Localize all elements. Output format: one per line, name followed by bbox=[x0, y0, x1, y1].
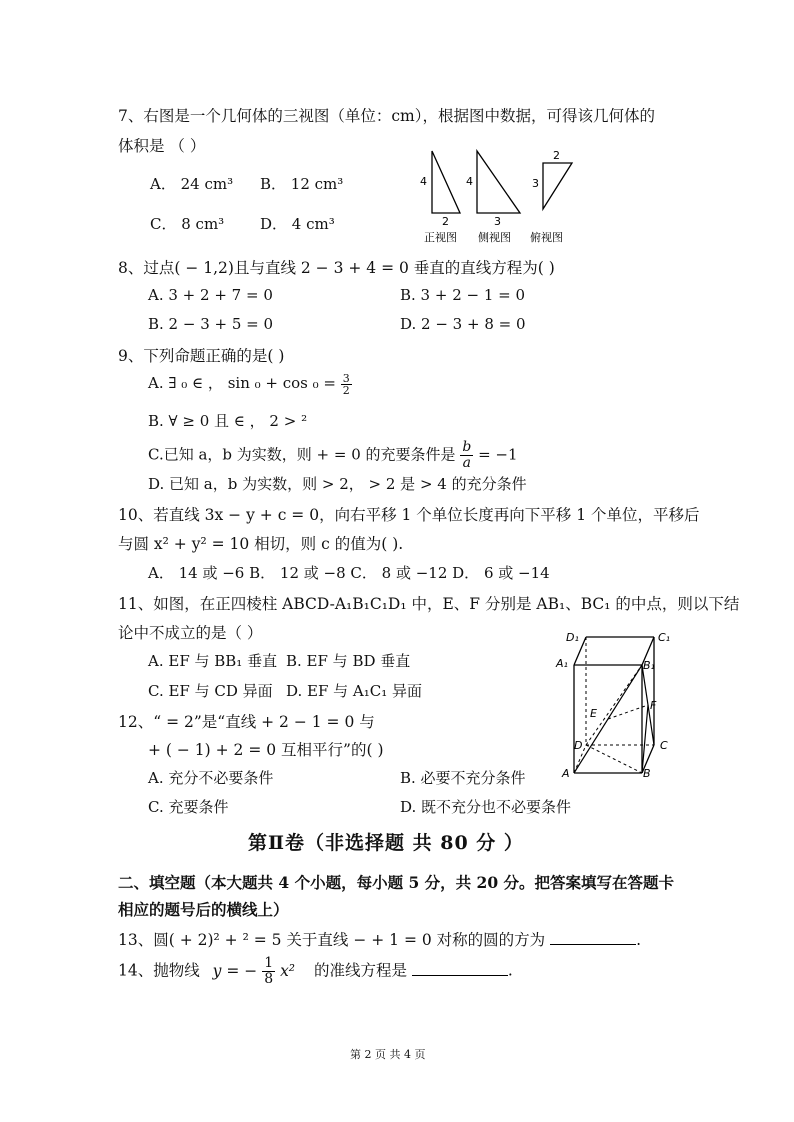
top-view-triangle bbox=[543, 163, 572, 209]
q14-prefix: 14、抛物线 bbox=[118, 961, 200, 980]
label-c1: C₁ bbox=[658, 631, 671, 644]
q12-stem-line1: 12、“ = 2”是“直线 + 2 − 1 = 0 与 bbox=[118, 713, 375, 731]
part2-title: 第Ⅱ卷（非选择题 共 80 分 ） bbox=[248, 832, 524, 854]
label-d1: D₁ bbox=[566, 631, 579, 644]
q14-eq-postfix: x² bbox=[280, 961, 296, 980]
top-top-label: 2 bbox=[553, 149, 560, 162]
q9-option-c-fraction bbox=[460, 440, 473, 471]
side-base-label: 3 bbox=[494, 215, 501, 228]
q14 bbox=[118, 956, 513, 987]
side-view-caption: 侧视图 bbox=[478, 231, 511, 244]
front-height-label: 4 bbox=[420, 175, 427, 188]
q12-stem-line2: + ( − 1) + 2 = 0 互相平行”的( ) bbox=[148, 741, 384, 759]
q8-stem: 8、过点( − 1,2)且与直线 2 − 3 + 4 = 0 垂直的直线方程为( ) bbox=[118, 259, 555, 277]
label-f: F bbox=[650, 699, 657, 712]
q9-option-d: D. 已知 a，b 为实数，则 > 2， > 2 是 > 4 的充分条件 bbox=[148, 475, 527, 493]
q12-option-d: D. 既不充分也不必要条件 bbox=[400, 798, 572, 816]
q14-fraction bbox=[262, 956, 275, 987]
prism-figure bbox=[550, 625, 690, 785]
q14-numerator: 1 bbox=[264, 955, 274, 971]
section2-heading-line2: 相应的题号后的横线上） bbox=[118, 900, 289, 919]
q8-option-d: D. 2 − 3 + 8 = 0 bbox=[400, 315, 526, 333]
q10-options: A． 14 或 −6 B． 12 或 −8 C． 8 或 −12 D． 6 或 −14 bbox=[148, 564, 550, 582]
front-view-caption: 正视图 bbox=[424, 231, 457, 244]
label-e: E bbox=[590, 707, 597, 720]
q11-option-d: D. EF 与 A₁C₁ 异面 bbox=[286, 682, 423, 700]
q9-option-a bbox=[148, 372, 352, 396]
q9-option-c-numerator: b bbox=[462, 439, 472, 455]
side-height-label: 4 bbox=[466, 175, 473, 188]
q7-option-d: D． 4 cm³ bbox=[260, 215, 335, 233]
front-base-label: 2 bbox=[442, 215, 449, 228]
three-views-figure bbox=[410, 145, 590, 247]
section2-heading-line1: 二、填空题（本大题共 4 个小题，每小题 5 分，共 20 分。把答案填写在答题卡 bbox=[118, 873, 675, 892]
q9-option-b: B. ∀ ≥ 0 且 ∈ ， 2 > ² bbox=[148, 412, 308, 430]
label-b1: B₁ bbox=[643, 659, 655, 672]
q7-stem-line2: 体积是 （ ） bbox=[118, 137, 206, 155]
q10-stem-line2: 与圆 x² + y² = 10 相切，则 c 的值为( ). bbox=[118, 535, 404, 553]
q14-denominator: 8 bbox=[264, 971, 274, 987]
q10-stem-line1: 10、若直线 3x − y + c = 0，向右平移 1 个单位长度再向下平移 1 个单位，平移后 bbox=[118, 506, 700, 524]
q14-eq-prefix: y = − bbox=[212, 961, 258, 980]
q9-option-a-numerator: 3 bbox=[342, 371, 350, 385]
q9-option-a-denominator: 2 bbox=[342, 383, 350, 397]
q7-option-c: C． 8 cm³ bbox=[150, 215, 225, 233]
q13-end: . bbox=[636, 931, 642, 949]
q8-option-b: B. 3 + 2 − 1 = 0 bbox=[400, 286, 526, 304]
q14-postfix: 的准线方程是 bbox=[313, 961, 407, 980]
q11-option-b: B. EF 与 BD 垂直 bbox=[286, 652, 411, 670]
side-view-triangle bbox=[477, 151, 520, 213]
q11-stem-line2: 论中不成立的是（ ） bbox=[118, 624, 263, 642]
q9-option-c bbox=[148, 440, 518, 471]
label-b: B bbox=[643, 767, 651, 780]
q9-option-c-text: C.已知 a，b 为实数，则 + = 0 的充要条件是 bbox=[148, 445, 456, 464]
q12-option-b: B. 必要不充分条件 bbox=[400, 769, 526, 787]
q9-option-a-text: A. ∃ ₀ ∈ ， sin ₀ + cos ₀ = bbox=[148, 374, 336, 392]
q14-end: . bbox=[507, 961, 513, 980]
q13 bbox=[118, 928, 641, 950]
q9-option-c-tail: = −1 bbox=[478, 445, 518, 464]
q9-option-c-denominator: a bbox=[462, 455, 471, 471]
q9-option-a-fraction bbox=[341, 373, 352, 396]
q11-stem-line1: 11、如图，在正四棱柱 ABCD-A₁B₁C₁D₁ 中，E、F 分别是 AB₁、BC₁ 的中点，则以下结 bbox=[118, 595, 740, 613]
q9-stem: 9、下列命题正确的是( ) bbox=[118, 347, 285, 365]
q12-option-c: C. 充要条件 bbox=[148, 798, 229, 816]
q7-stem-line1: 7、右图是一个几何体的三视图（单位：cm），根据图中数据，可得该几何体的 bbox=[118, 107, 655, 125]
top-side-label: 3 bbox=[532, 177, 539, 190]
q13-answer-blank[interactable] bbox=[550, 943, 636, 945]
q8-option-a: A. 3 + 2 + 7 = 0 bbox=[148, 286, 273, 304]
q7-option-a: A． 24 cm³ bbox=[150, 175, 234, 193]
q14-answer-blank[interactable] bbox=[412, 974, 508, 976]
q13-stem: 13、圆( + 2)² + ² = 5 关于直线 − + 1 = 0 对称的圆的方为 bbox=[118, 931, 546, 949]
page-footer: 第 2 页 共 4 页 bbox=[350, 1048, 426, 1061]
label-a: A bbox=[562, 767, 570, 780]
front-view-triangle bbox=[432, 151, 460, 213]
label-a1: A₁ bbox=[556, 657, 568, 670]
q11-option-c: C. EF 与 CD 异面 bbox=[148, 682, 273, 700]
q7-option-b: B． 12 cm³ bbox=[260, 175, 344, 193]
q8-option-c: B. 2 − 3 + 5 = 0 bbox=[148, 315, 274, 333]
label-d: D bbox=[574, 739, 583, 752]
top-view-caption: 俯视图 bbox=[530, 231, 563, 244]
label-c: C bbox=[660, 739, 668, 752]
q12-option-a: A. 充分不必要条件 bbox=[148, 769, 274, 787]
q11-option-a: A. EF 与 BB₁ 垂直 bbox=[148, 652, 278, 670]
